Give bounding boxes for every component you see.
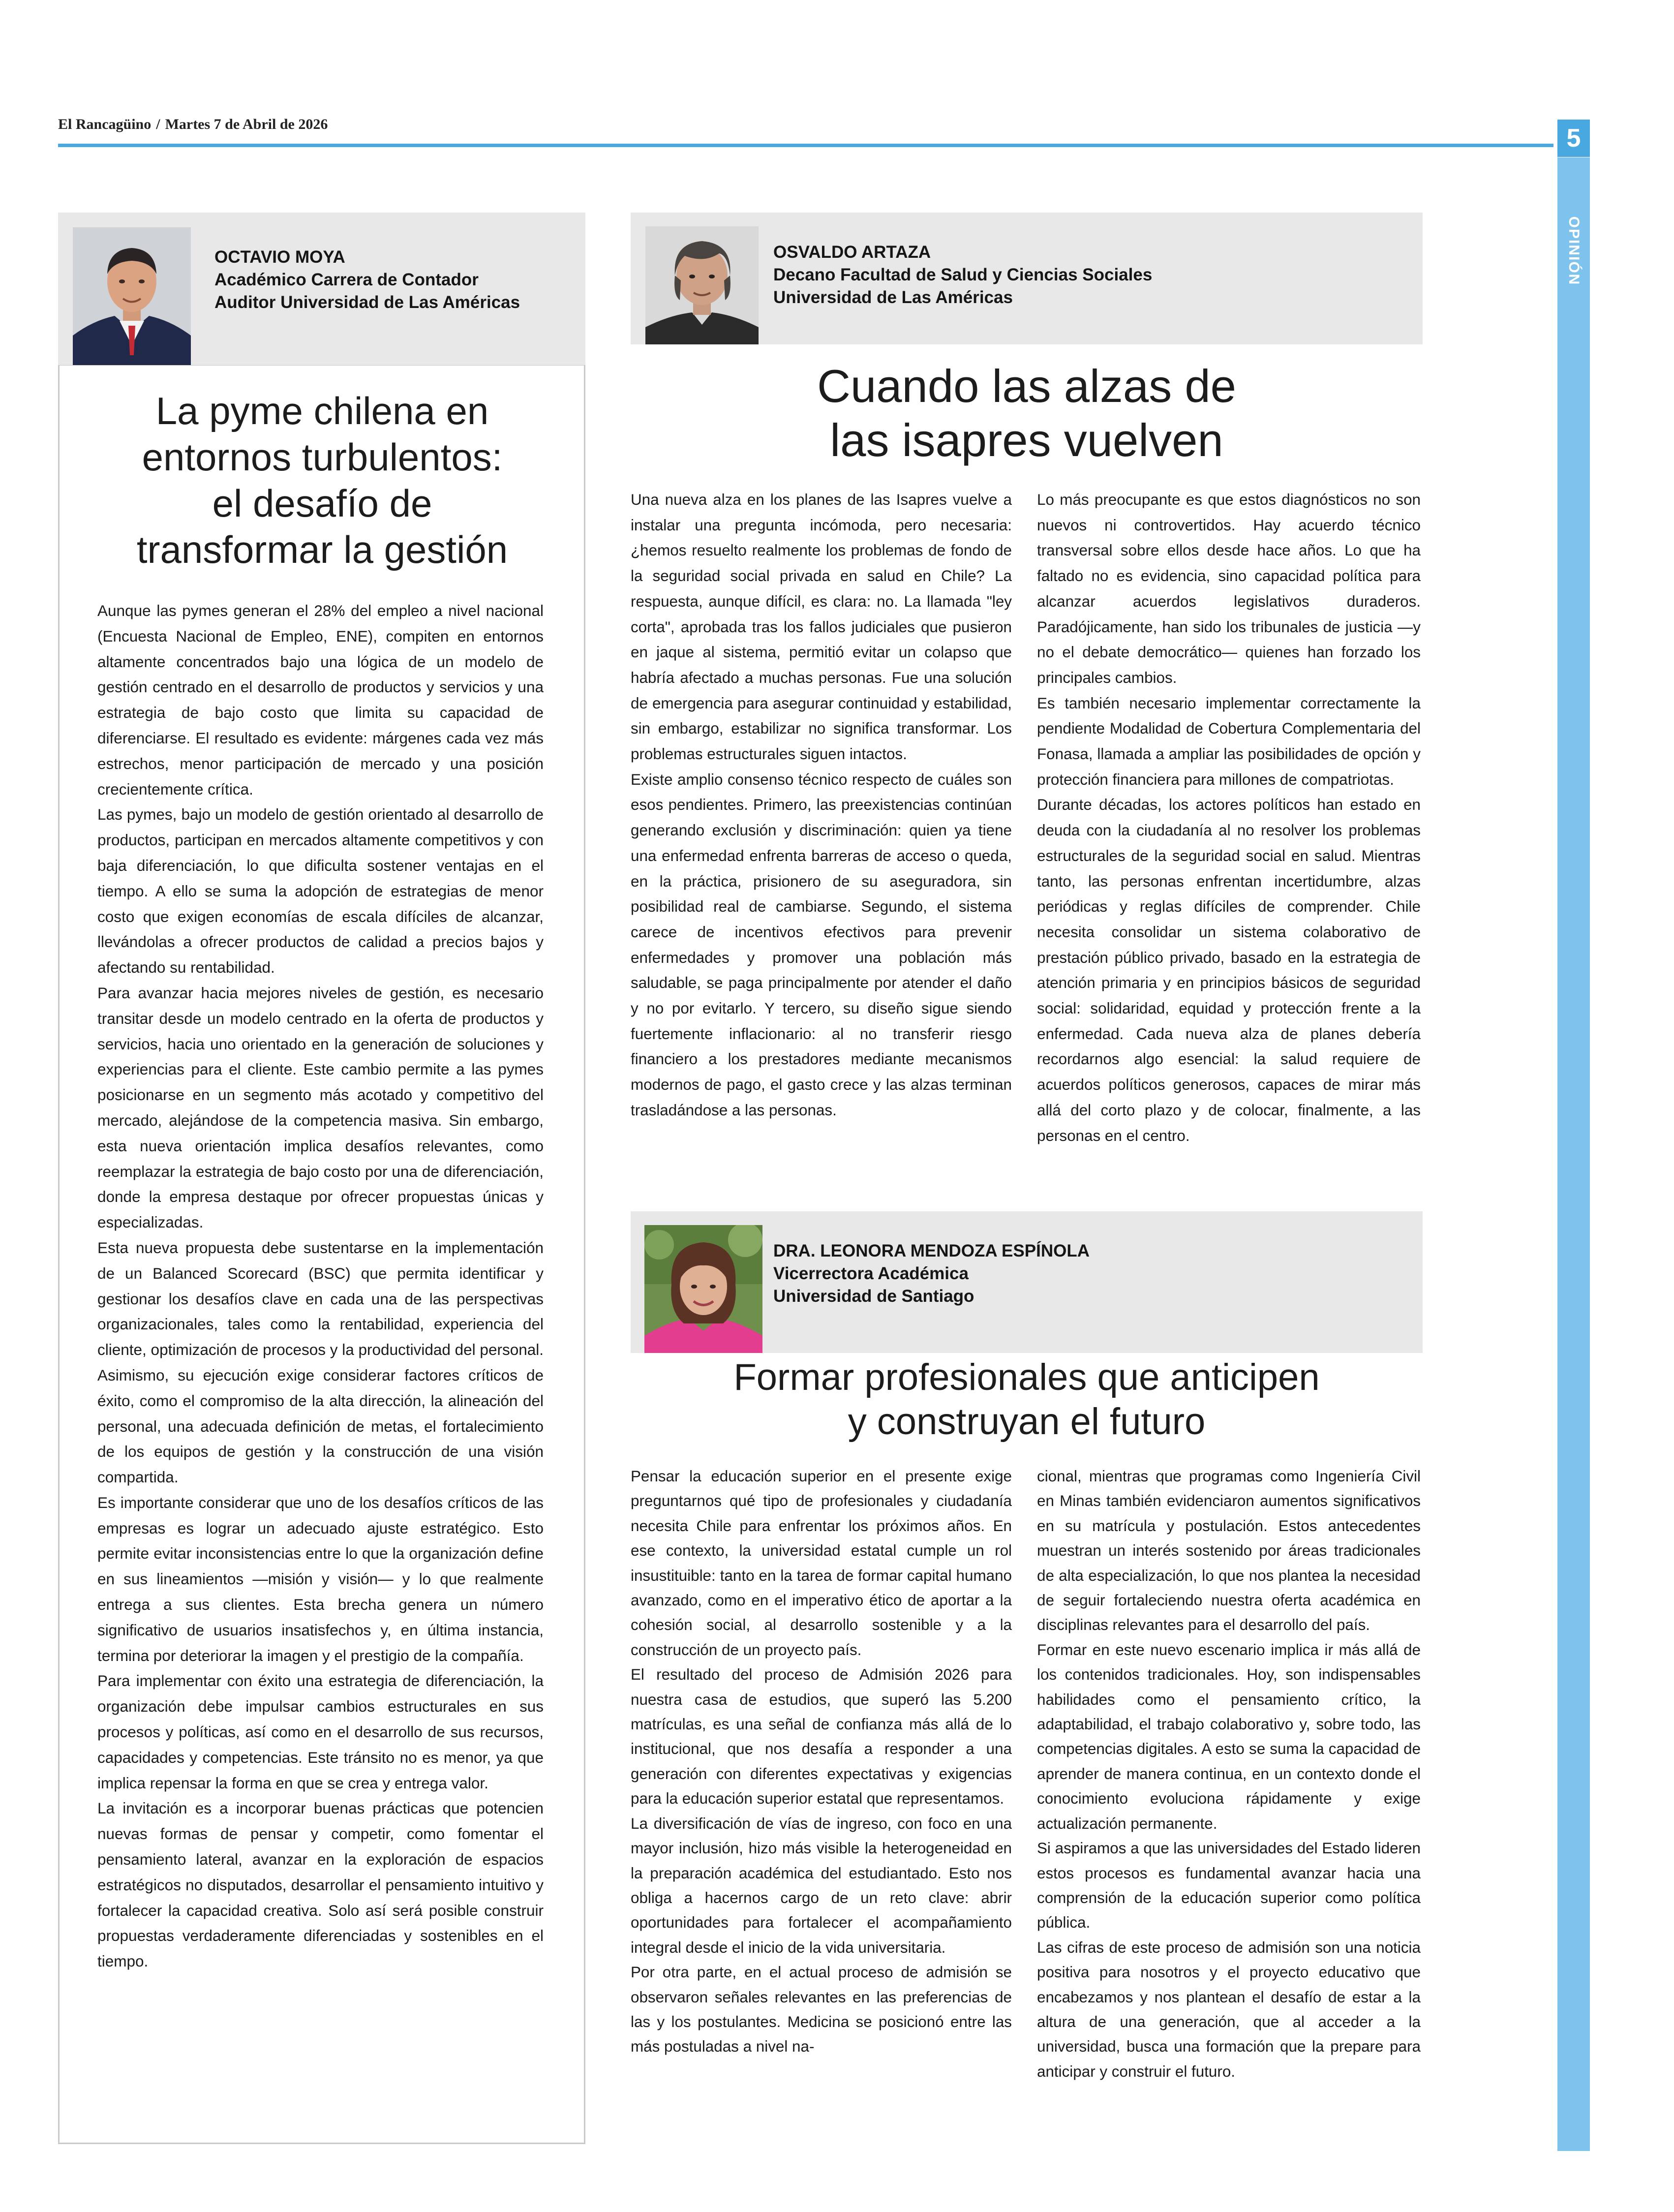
- author-photo-octavio-moya: [73, 227, 191, 365]
- article-2-headline: [631, 359, 1423, 467]
- paragraph: Esta nueva propuesta debe sustentarse en la implementación de un Balanced Scorecard (BSC) que permita identificar y gestionar los desafíos clave en cada una de las perspectivas organizacionales, tales como la rentabilidad, experiencia del cliente, optimización de procesos y la productividad del personal. Asimismo, su ejecución exige considerar factores críticos de éxito, como el compromiso de la alta dirección, la alineación del personal, una adecuada definición de metas, el fortalecimiento de los equipos de gestión y la construcción de una visión compartida.: [97, 1238, 544, 1486]
- paragraph: cional, mientras que programas como Ingeniería Civil en Minas también evidenciaron aumentos significativos en su matrícula y postulación. Estos antecedentes muestran un interés sostenido por áreas tradicionales de alta especialización, lo que nos plantea la necesidad de seguir fortaleciendo nuestra oferta académica en disciplinas relevantes para el desarrollo del país.: [1037, 1468, 1421, 1634]
- paragraph: Por otra parte, en el actual proceso de admisión se observaron señales relevantes en las preferencias de las y los postulantes. Medicina se posicionó entre las más postuladas a nivel na-: [631, 1964, 1012, 2056]
- headline-line: Formar profesionales que anticipen: [733, 1356, 1320, 1398]
- author-name: DRA. LEONORA MENDOZA ESPÍNOLA: [773, 1241, 1090, 1260]
- article-1-author-box: [58, 213, 585, 365]
- paragraph: Es importante considerar que uno de los desafíos críticos de las empresas es lograr un adecuado ajuste estratégico. Esto permite evitar inconsistencias entre lo que la organización define en sus lineamientos —misión y visión— y lo que realmente entrega a sus clientes. Esta brecha genera un número significativo de usuarios insatisfechos y, en última instancia, termina por deteriorar la imagen y el prestigio de la compañía.: [97, 1493, 544, 1664]
- author-affiliation: Universidad de Santiago: [773, 1287, 974, 1306]
- author-name: OCTAVIO MOYA: [214, 247, 345, 267]
- paragraph: Durante décadas, los actores políticos han estado en deuda con la ciudadanía al no resolver los problemas estructurales de la seguridad social en salud. Mientras tanto, las personas enfrentan incertidumbre, alzas periódicas y reglas difíciles de comprender. Chile necesita consolidar un sistema colaborativo de prestación público privado, basado en la estrategia de atención primaria y en principios básicos de seguridad social: solidaridad, equidad y protección frente a la enfermedad. Cada nueva alza de planes debería recordarnos algo esencial: la salud requiere de acuerdos políticos generosos, capaces de mirar más allá del corto plazo y de colocar, finalmente, a las personas en el centro.: [1037, 796, 1421, 1144]
- publication-name: El Rancagüino: [58, 116, 152, 132]
- headline-line: transformar la gestión: [136, 528, 508, 571]
- section-sidebar: [1557, 157, 1590, 2151]
- author-role: Vicerrectora Académica: [773, 1264, 969, 1283]
- paragraph: Si aspiramos a que las universidades del Estado lideren estos procesos es fundamental avanzar hacia una comprensión de la educación superior como política pública.: [1037, 1840, 1421, 1932]
- paragraph: Lo más preocupante es que estos diagnósticos no son nuevos ni controvertidos. Hay acuerdo técnico transversal sobre ellos desde hace años. Lo que ha faltado no es evidencia, sino capacidad política para alcanzar acuerdos legislativos duraderos. Paradójicamente, han sido los tribunales de justicia —y no el debate democrático— quienes han forzado los principales cambios.: [1037, 491, 1421, 686]
- paragraph: Aunque las pymes generan el 28% del empleo a nivel nacional (Encuesta Nacional de Empleo, ENE), compiten en entornos altamente concentrados bajo una lógica de un modelo de gestión centrado en el desarrollo de productos y servicios y una estrategia de bajo costo que limita su capacidad de diferenciarse. El resultado es evidente: márgenes cada vez más estrechos, menor participación de mercado y una posición crecientemente crítica.: [97, 602, 544, 798]
- masthead-separator: /: [156, 116, 160, 132]
- article-1-column-1: [97, 598, 544, 1974]
- paragraph: Las pymes, bajo un modelo de gestión orientado al desarrollo de productos, participan en mercados altamente competitivos y con baja diferenciación, lo que dificulta sostener ventajas en el tiempo. A ello se suma la adopción de estrategias de menor costo que exigen economías de escala difíciles de alcanzar, llevándolas a ofrecer productos de calidad a precios bajos y afectando su rentabilidad.: [97, 805, 544, 977]
- article-2-column-1: [631, 487, 1012, 1123]
- paragraph: Para implementar con éxito una estrategia de diferenciación, la organización debe impulsar cambios estructurales en sus procesos y políticas, así como en el desarrollo de sus recursos, capacidades y competencias. Este tránsito no es menor, ya que implica repensar la forma en que se crea y entrega valor.: [97, 1672, 544, 1792]
- paragraph: Existe amplio consenso técnico respecto de cuáles son esos pendientes. Primero, las preexistencias continúan generando exclusión y discriminación: quien ya tiene una enfermedad enfrenta barreras de acceso o queda, en la práctica, prisionero de su aseguradora, sin posibilidad real de cambiarse. Segundo, el sistema carece de incentivos efectivos para prevenir enfermedades y promover una población más saludable, se paga principalmente por atender el daño y no por evitarlo. Y tercero, su diseño sigue siendo fuertemente inflacionario: al no transferir riesgo financiero a los prestadores mediante mecanismos modernos de pago, el gasto crece y las alzas terminan trasladándose a las personas.: [631, 770, 1012, 1119]
- paragraph: Pensar la educación superior en el presente exige preguntarnos qué tipo de profesionales y ciudadanía necesita Chile para enfrentar los próximos años. En ese contexto, la universidad estatal cumple un rol insustituible: tanto en la tarea de formar capital humano avanzado, como en el imperativo ético de aportar a la cohesión social, al desarrollo sostenible y a la construcción de un proyecto país.: [631, 1468, 1012, 1659]
- article-1-author-meta: [214, 246, 520, 314]
- author-affiliation: Universidad de Las Américas: [773, 288, 1013, 307]
- author-name: OSVALDO ARTAZA: [773, 243, 931, 262]
- masthead: [58, 116, 328, 133]
- article-1-headline: [69, 388, 576, 573]
- headline-line: el desafío de: [212, 482, 432, 525]
- paragraph: Las cifras de este proceso de admisión son una noticia positiva para nosotros y el proyecto educativo que encabezamos y nos plantean el desafío de estar a la altura de una generación, que al acceder a la universidad, busca una formación que la prepare para anticipar y construir el futuro.: [1037, 1938, 1421, 2080]
- headline-line: entornos turbulentos:: [142, 435, 503, 479]
- author-photo-osvaldo-artaza: [645, 226, 759, 344]
- paragraph: La diversificación de vías de ingreso, con foco en una mayor inclusión, hizo más visible la heterogeneidad en la preparación académica del estudiantado. Esto nos obliga a hacernos cargo de un reto clave: abrir oportunidades para fortalecer el acompañamiento integral desde el inicio de la vida universitaria.: [631, 1814, 1012, 1956]
- paragraph: Una nueva alza en los planes de las Isapres vuelve a instalar una pregunta incómoda, pero necesaria: ¿hemos resuelto realmente los problemas de fondo de la seguridad social privada en salud en Chile? La respuesta, aunque difícil, es clara: no. La llamada "ley corta", aprobada tras los fallos judiciales que pusieron en jaque al sistema, permitió evitar un colapso que habría afectado a muchas personas. Fue una solución de emergencia para asegurar continuidad y estabilidad, sin embargo, estabilizar no significa transformar. Los problemas estructurales siguen intactos.: [631, 491, 1012, 763]
- article-3-column-1: [631, 1464, 1012, 2059]
- author-affiliation: Auditor Universidad de Las Américas: [214, 293, 520, 312]
- header-rule: [58, 144, 1553, 147]
- article-2-column-2: [1037, 487, 1421, 1148]
- headline-line: La pyme chilena en: [155, 389, 489, 432]
- headline-line: y construyan el futuro: [848, 1401, 1206, 1443]
- issue-date: Martes 7 de Abril de 2026: [165, 116, 328, 132]
- section-label-text: OPINIÓN: [1566, 216, 1582, 286]
- paragraph: Formar en este nuevo escenario implica ir más allá de los contenidos tradicionales. Hoy, son indispensables habilidades como el pensamiento crítico, la adaptabilidad, el trabajo colaborativo y, sobre todo, las competencias digitales. A esto se suma la capacidad de aprender de manera continua, en un contexto donde el conocimiento evoluciona rápidamente y exige actualización permanente.: [1037, 1641, 1421, 1832]
- paragraph: Para avanzar hacia mejores niveles de gestión, es necesario transitar desde un modelo centrado en la oferta de productos y servicios, hacia uno orientado en la generación de soluciones y experiencias para el cliente. Este cambio permite a las pymes posicionarse en un segmento más acotado y competitivo del mercado, alejándose de la competencia masiva. Sin embargo, esta nueva orientación implica desafíos relevantes, como reemplazar la estrategia de bajo costo por una de diferenciación, donde la empresa destaque por ofrecer propuestas únicas y especializadas.: [97, 983, 544, 1231]
- paragraph: Es también necesario implementar correctamente la pendiente Modalidad de Cobertura Complementaria del Fonasa, llamada a ampliar las posibilidades de opción y protección financiera para millones de compatriotas.: [1037, 694, 1421, 788]
- headline-line: las isapres vuelven: [830, 414, 1223, 466]
- author-role: Decano Facultad de Salud y Ciencias Sociales: [773, 265, 1153, 284]
- headline-line: Cuando las alzas de: [817, 360, 1236, 412]
- article-3-headline: [631, 1355, 1423, 1444]
- article-3-author-box: [631, 1211, 1423, 1353]
- author-photo-leonora-mendoza: [644, 1225, 762, 1353]
- article-3-column-2: [1037, 1464, 1421, 2084]
- article-2-author-meta: [773, 241, 1152, 309]
- article-3-author-meta: [773, 1240, 1090, 1308]
- paragraph: El resultado del proceso de Admisión 2026 para nuestra casa de estudios, que superó las 5.200 matrículas, es una señal de confianza más allá de lo institucional, que nos desafía a responder a una generación con diferentes expectativas y exigencias para la educación superior estatal que representamos.: [631, 1666, 1012, 1808]
- author-role: Académico Carrera de Contador: [214, 270, 479, 289]
- article-2-author-box: [631, 213, 1423, 344]
- page-number: 5: [1557, 120, 1590, 157]
- section-label: [1557, 212, 1590, 290]
- paragraph: La invitación es a incorporar buenas prácticas que potencien nuevas formas de pensar y competir, como fomentar el pensamiento lateral, avanzar en la exploración de espacios estratégicos no disputados, desarrollar el pensamiento intuitivo y fortalecer la capacidad creativa. Solo así será posible construir propuestas verdaderamente diferenciadas y sostenibles en el tiempo.: [97, 1799, 544, 1970]
